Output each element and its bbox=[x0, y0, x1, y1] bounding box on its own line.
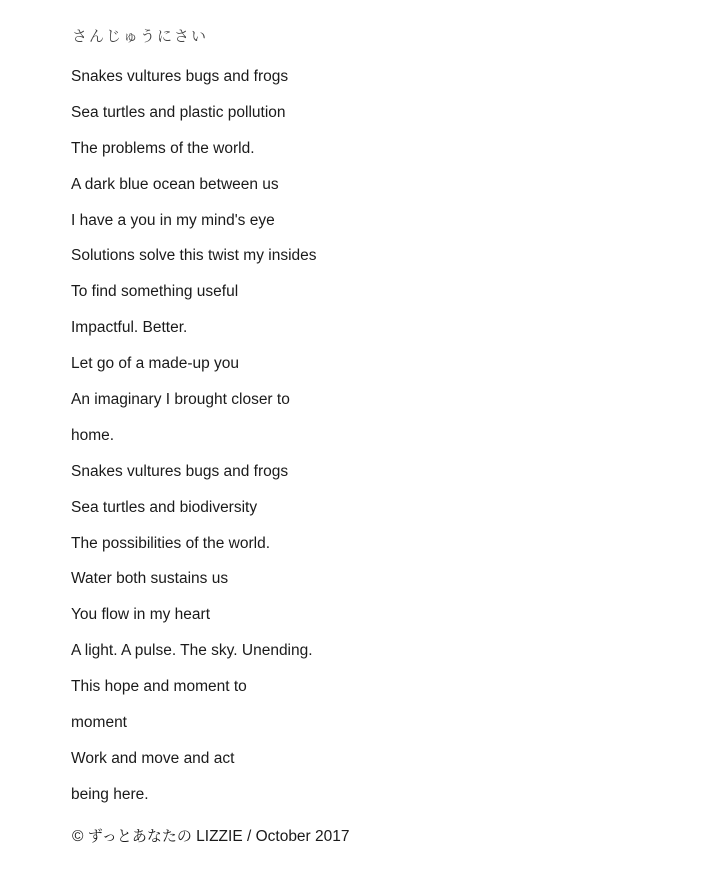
poem-footer bbox=[72, 825, 350, 846]
poem-line: The problems of the world. bbox=[71, 139, 255, 157]
poem-line: To find something useful bbox=[71, 283, 239, 301]
poem-line: A light. A pulse. The sky. Unending. bbox=[71, 642, 313, 660]
poem-line: A dark blue ocean between us bbox=[71, 175, 279, 193]
poem-line: Solutions solve this twist my insides bbox=[71, 247, 317, 265]
poem-line: This hope and moment to bbox=[71, 678, 247, 696]
poem-line: Water both sustains us bbox=[71, 570, 229, 588]
footer-credit: LIZZIE / October 2017 bbox=[196, 828, 350, 845]
poem-line: You flow in my heart bbox=[71, 606, 211, 624]
poem-line: Work and move and act bbox=[71, 749, 235, 767]
poem-line: I have a you in my mind's eye bbox=[71, 211, 275, 229]
poem-line: home. bbox=[71, 426, 115, 444]
copyright-symbol: © bbox=[72, 828, 84, 845]
poem-line: Snakes vultures bugs and frogs bbox=[71, 68, 289, 85]
poem-line: Snakes vultures bugs and frogs bbox=[71, 462, 289, 480]
poem-lines bbox=[71, 66, 317, 820]
poem-line: Impactful. Better. bbox=[71, 319, 188, 337]
poem-line: Sea turtles and plastic pollution bbox=[71, 103, 286, 121]
poem-line: An imaginary I brought closer to bbox=[71, 391, 290, 409]
poem-line: The possibilities of the world. bbox=[71, 534, 271, 552]
poem-line: moment bbox=[71, 714, 127, 732]
poem-line: being here. bbox=[71, 785, 149, 803]
poem-line: Sea turtles and biodiversity bbox=[71, 498, 258, 516]
poem-line: Let go of a made-up you bbox=[71, 355, 240, 373]
poem-title: さんじゅうにさい bbox=[72, 27, 209, 45]
footer-jp-name: ずっとあなたの bbox=[87, 827, 192, 845]
